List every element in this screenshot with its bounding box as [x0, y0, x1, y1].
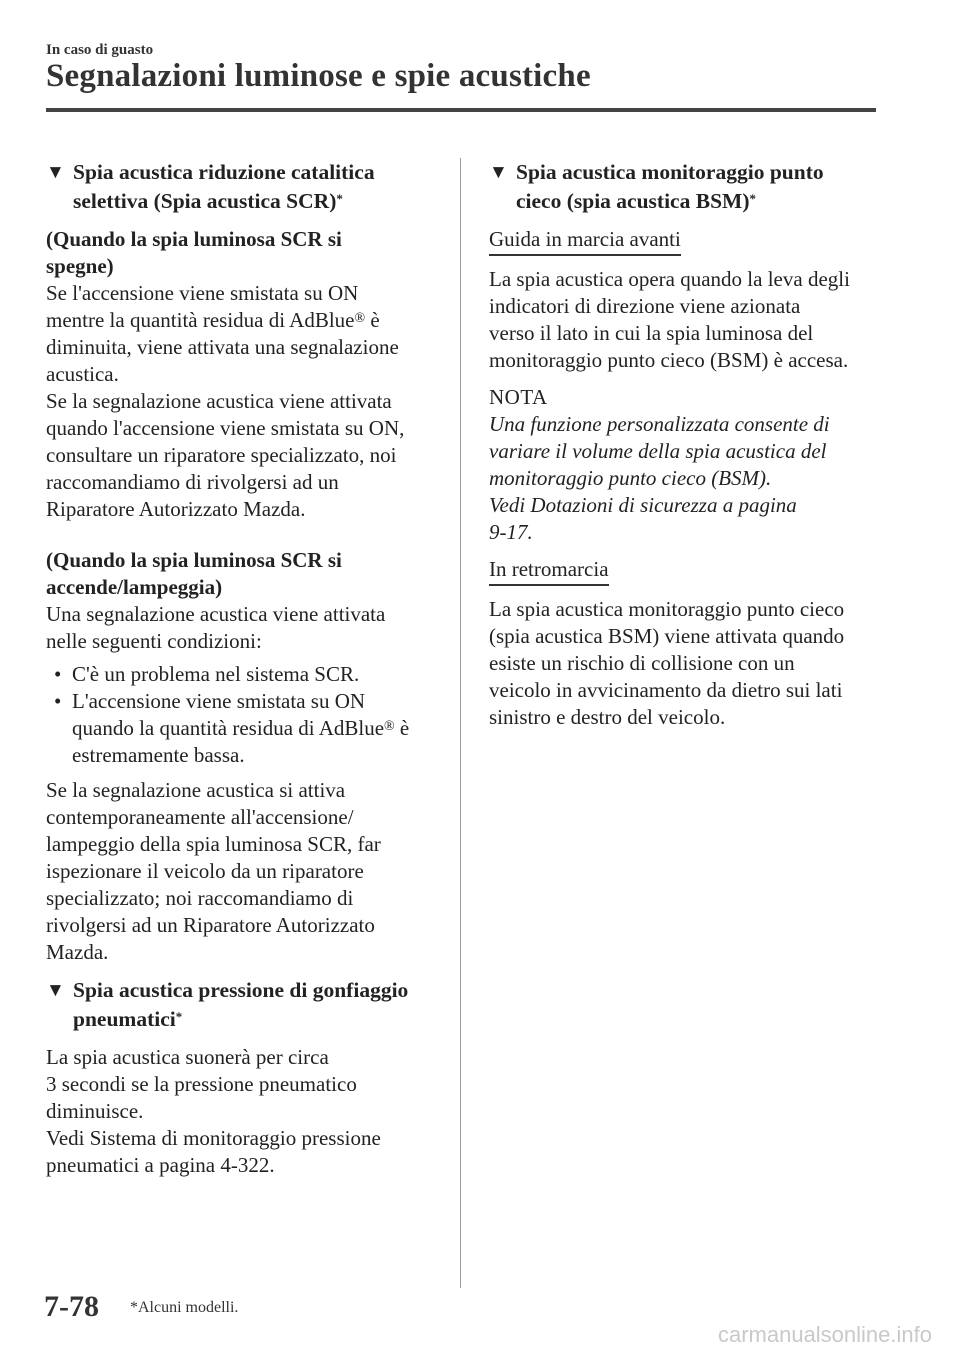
right-column [489, 158, 879, 731]
triangle-marker-icon: ▼ [46, 980, 65, 1001]
bullet-icon: • [54, 689, 62, 713]
triangle-marker-icon: ▼ [46, 162, 65, 183]
tpms-heading-line1: Spia acustica pressione di gonfiaggio [73, 978, 409, 1002]
triangle-marker-icon: ▼ [489, 162, 508, 183]
list-item: • L'accensione viene smistata su ON quando la quantità residua di AdBlue® è estremamente bassa. [54, 689, 410, 767]
bsm-heading [489, 158, 879, 216]
scr-inspection-paragraph: Se la segnalazione acustica si attiva contemporaneamente all'accensione/ lampeggio della spia luminosa SCR, far ispezionare il veicolo da un riparatore specializzato; noi raccomandiamo di rivolgersi ad un Riparatore Autorizzato Mazda. [46, 778, 381, 964]
tpms-paragraph: La spia acustica suonerà per circa 3 secondi se la pressione pneumatico diminuisce. Vedi Sistema di monitoraggio pressione pneumatici a pagina 4-322. [46, 1045, 381, 1177]
scr-heading-line1: Spia acustica riduzione catalitica [73, 160, 375, 184]
bsm-heading-line1: Spia acustica monitoraggio punto [516, 160, 824, 184]
reverse-paragraph: La spia acustica monitoraggio punto cieco (spia acustica BSM) viene attivata quando esiste un rischio di collisione con un veicolo in avvicinamento da dietro sui lati sinistro e destro del veicolo. [489, 597, 845, 729]
footnote: *Alcuni modelli. [130, 1299, 239, 1316]
nota-label: NOTA [489, 385, 548, 409]
header-rule [46, 108, 876, 112]
scr-off-heading: (Quando la spia luminosa SCR si spegne) [46, 227, 342, 278]
watermark: carmanualsonline.info [717, 1322, 932, 1347]
forward-paragraph: La spia acustica opera quando la leva degli indicatori di direzione viene azionata verso il lato in cui la spia luminosa del monitoraggio punto cieco (BSM) è accesa. [489, 267, 850, 372]
left-column [46, 158, 436, 1179]
bullet-icon: • [54, 662, 62, 686]
section-label: In caso di guasto [46, 42, 154, 58]
reverse-heading: In retromarcia [489, 556, 609, 586]
page-title: Segnalazioni luminose e spie acustiche [46, 58, 591, 94]
scr-on-paragraph: Una segnalazione acustica viene attivata nelle seguenti condizioni: [46, 602, 386, 653]
scr-heading-line2: selettiva (Spia acustica SCR)* [73, 189, 343, 213]
asterisk-mark: * [336, 191, 343, 206]
tpms-heading-line2: pneumatici* [73, 1007, 183, 1031]
scr-heading [46, 158, 436, 216]
asterisk-mark: * [175, 1009, 183, 1024]
asterisk-mark: * [749, 191, 756, 206]
forward-heading: Guida in marcia avanti [489, 226, 681, 256]
scr-off-paragraph: Se l'accensione viene smistata su ON mentre la quantità residua di AdBlue® è diminuita, viene attivata una segnalazione acustica. Se la segnalazione acustica viene attivata quando l'accensione viene smistata su ON, consultare un riparatore specializzato, noi raccomandiamo di rivolgersi ad un Riparatore Autorizzato Mazda. [46, 281, 405, 521]
page-number: 7-78 [44, 1290, 99, 1323]
condition-list [46, 661, 436, 769]
list-item: • C'è un problema nel sistema SCR. [54, 662, 360, 686]
registered-mark: ® [384, 719, 395, 734]
column-divider [460, 158, 461, 1288]
nota-body: Una funzione personalizzata consente di variare il volume della spia acustica del monitoraggio punto cieco (BSM). Vedi Dotazioni di sicurezza a pagina 9-17. [489, 412, 830, 544]
scr-on-heading: (Quando la spia luminosa SCR si accende/lampeggia) [46, 548, 342, 599]
bsm-heading-line2: cieco (spia acustica BSM)* [516, 189, 756, 213]
registered-mark: ® [354, 311, 366, 326]
tpms-heading [46, 976, 436, 1034]
